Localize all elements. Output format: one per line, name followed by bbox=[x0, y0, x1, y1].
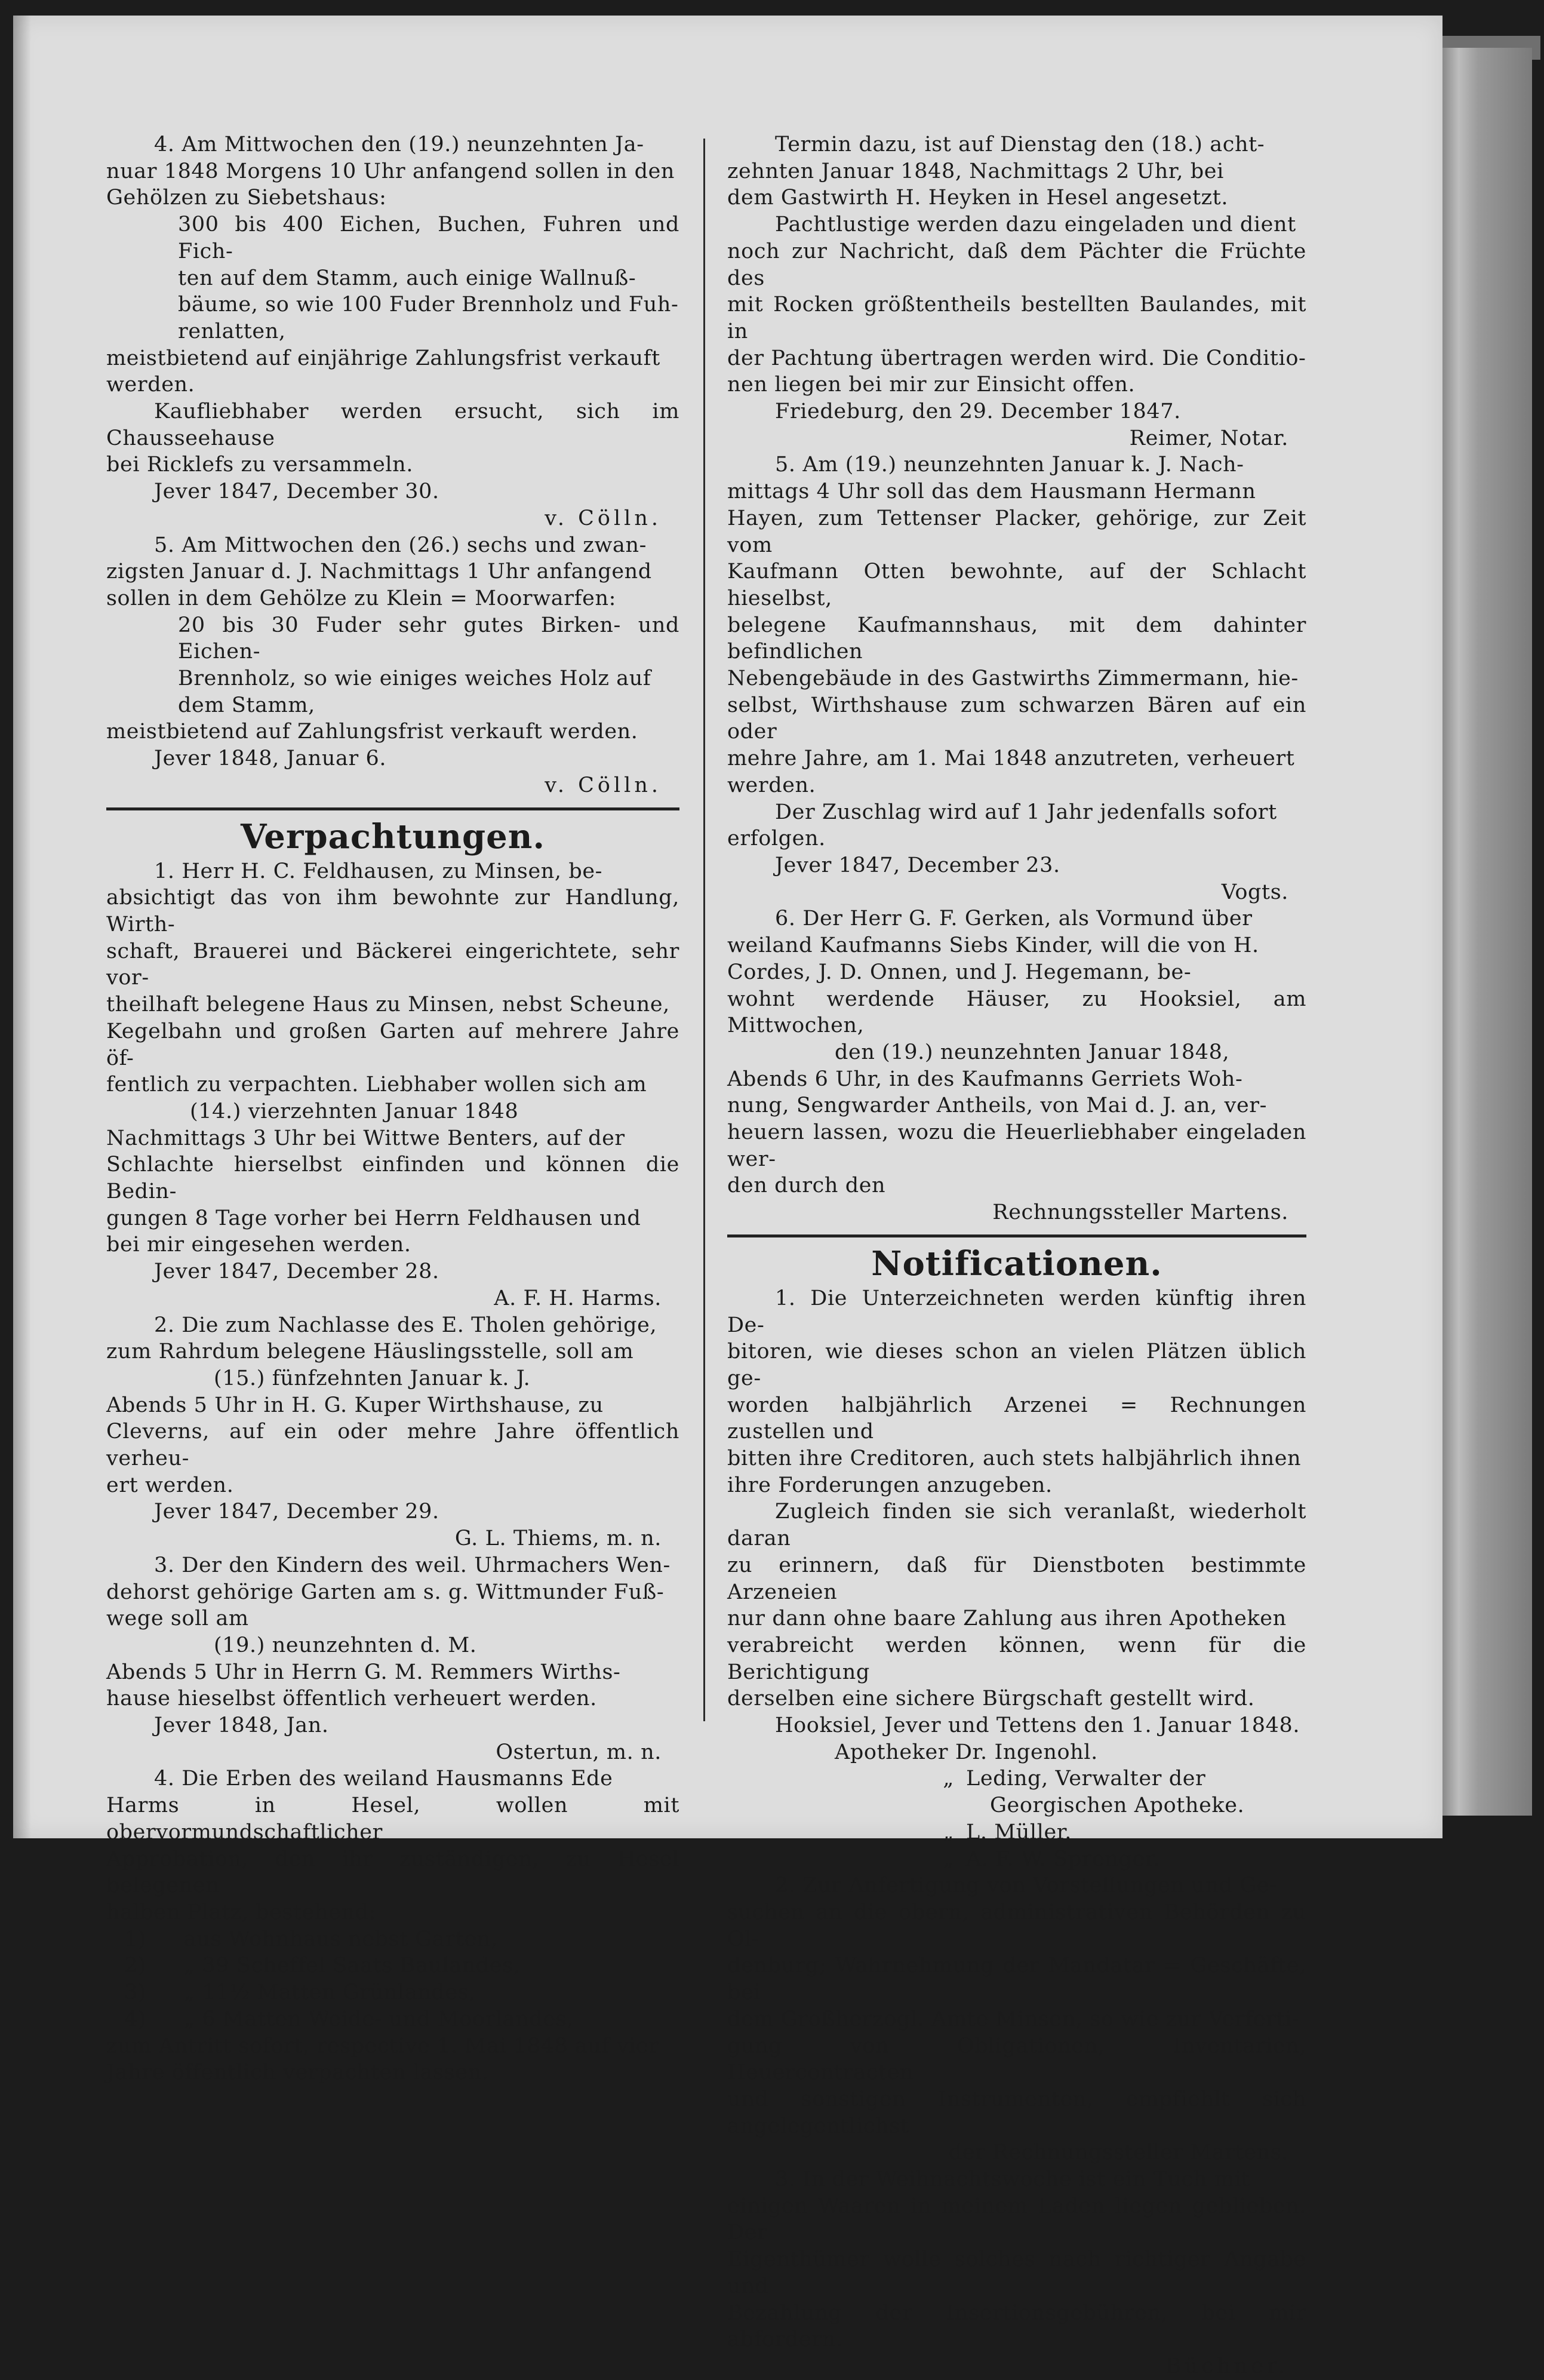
left-column bbox=[106, 131, 679, 2086]
text-line: Harms in Hesel, wollen mit obervormundschaftlicher bbox=[106, 1794, 679, 1844]
text-line: werden. bbox=[727, 773, 816, 797]
text-line: Cordes, J. D. Onnen, und J. Hegemann, be- bbox=[727, 960, 1192, 984]
section-rule bbox=[106, 807, 679, 810]
text-line: bei mir eingesehen werden. bbox=[106, 1233, 411, 1257]
date-line: den (19.) neunzehnten Januar 1848, bbox=[835, 1040, 1230, 1064]
auction-5 bbox=[106, 532, 679, 799]
signature-row bbox=[727, 1819, 1306, 1846]
signature: Reimer, Notar. bbox=[1129, 426, 1288, 450]
text-line: meistbietend auf einjährige Zahlungsfrist verkauft bbox=[106, 346, 660, 370]
text-line: Kegelbahn und großen Garten auf mehrere Jahre öf- bbox=[106, 1019, 679, 1070]
ditto-mark: „ bbox=[943, 1820, 954, 1844]
text-line: Friedeburg, den 29. December 1847. bbox=[775, 400, 1181, 424]
text-line: bitoren, wie dieses schon an vielen Plätzen üblich ge- bbox=[727, 1340, 1306, 1390]
text-line: derselben eine sichere Bürgschaft gestellt wird. bbox=[727, 1687, 1255, 1711]
text-line: theilhaft belegene Haus zu Minsen, nebst Scheune, bbox=[106, 993, 670, 1017]
text-line: verabreicht werden können, wenn für die Berichtigung bbox=[727, 1633, 1306, 1684]
text-line: Brennholz, so wie einiges weiches Holz auf bbox=[178, 667, 651, 691]
text-line: sollen in dem Gehölze zu Klein = Moorwarfen: bbox=[106, 586, 616, 610]
text-line: hause hieselbst öffentlich verheuert werden. bbox=[106, 1687, 597, 1711]
date-line: (15.) fünfzehnten Januar k. J. bbox=[214, 1366, 531, 1390]
text-line: Cleverns, auf ein oder mehre Jahre öffentlich verheu- bbox=[106, 1420, 679, 1471]
signature-row bbox=[727, 1792, 1306, 1819]
text-line: 3. Der den Kindern des weil. Uhrmachers Wen- bbox=[154, 1553, 670, 1577]
text-line: selbst, Wirthshause zum schwarzen Bären auf ein oder bbox=[727, 693, 1306, 744]
text-line: nur dann ohne baare Zahlung aus ihren Apotheken bbox=[727, 1607, 1287, 1631]
list-number: 1) bbox=[124, 1927, 147, 1951]
list-text: „ 11½ Matten Grünlandes, bbox=[184, 1980, 476, 2005]
text-line: ihre Forderungen anzugeben. bbox=[727, 1473, 1053, 1497]
text-line: Schlachte hierselbst einfinden und können die Bedin- bbox=[106, 1153, 679, 1204]
section-rule bbox=[727, 1234, 1306, 1237]
text-line: Bezahlung der Insertionsgebühren, bei mir abfordern. bbox=[727, 2301, 1306, 2352]
text-line: Jever 1847, December 28. bbox=[154, 1260, 439, 1284]
ditto-mark: „ bbox=[943, 1847, 954, 1871]
text-line: einigen Waaren in meinem Laden liegen geblieben. Der bbox=[727, 2194, 1306, 2245]
text-line: 6. Der Herr G. F. Gerken, als Vormund über bbox=[775, 907, 1253, 931]
signature: A. F. H. Harms. bbox=[494, 1286, 662, 1310]
list-text: „ 6 Matten Weide- und Moorlandes, bbox=[184, 2007, 574, 2031]
section-heading: Verpachtungen. bbox=[241, 816, 545, 856]
text-line: Jever 1847, December 29. bbox=[154, 1500, 439, 1524]
signature: Leding, Verwalter der bbox=[966, 1767, 1206, 1791]
list-number: 3) bbox=[124, 1980, 147, 2005]
text-line: noch zur Nachricht, daß dem Pächter die Früchte des bbox=[727, 239, 1306, 290]
text-line: belegene Kaufmannshaus, mit dem dahinter befindlichen bbox=[727, 613, 1306, 664]
text-line: 2. Die zum Nachlasse des E. Tholen gehörige, bbox=[154, 1313, 657, 1337]
signature: v. Cölln. bbox=[545, 773, 662, 797]
text-line: mit Rocken größtentheils bestellten Baulandes, mit in bbox=[727, 293, 1306, 343]
text-line: absichtigt das von ihm bewohnte zur Handlung, Wirth- bbox=[106, 886, 679, 936]
text-line: renlatten, bbox=[178, 319, 286, 343]
page-gutter-shadow bbox=[13, 16, 31, 1838]
list-item bbox=[106, 1926, 679, 1953]
signature: G. L. Thiems, m. n. bbox=[454, 1527, 662, 1551]
text-line: werden. bbox=[106, 373, 195, 397]
text-line: der Pachtung übertragen werden wird. Die Conditio- bbox=[727, 346, 1306, 370]
text-line: bäume, so wie 100 Fuder Brennholz und Fuh- bbox=[178, 293, 679, 317]
text-line: 5. Am (19.) neunzehnten Januar k. J. Nach- bbox=[775, 453, 1244, 477]
text-line: gungen 8 Tage vorher bei Herrn Feldhausen und bbox=[106, 1206, 641, 1230]
right-column bbox=[727, 131, 1306, 2380]
text-line: Approbation, den ihr zuständigen, zu Hesel belegenen bbox=[106, 1847, 679, 1898]
text-line: den durch den bbox=[727, 1174, 886, 1198]
text-line: Termin dazu, ist auf Dienstag den (18.) acht- bbox=[775, 133, 1265, 156]
text-line: Nachmittags 3 Uhr bei Wittwe Benters, auf der bbox=[106, 1126, 625, 1150]
list-number: 4) bbox=[124, 2007, 147, 2031]
text-line: dem Gastwirth H. Heyken in Hesel angesetzt. bbox=[727, 186, 1229, 210]
auction-4 bbox=[106, 131, 679, 532]
text-line: Jever 1847, December 30. bbox=[154, 480, 439, 504]
signature: Rechnungssteller Martens. bbox=[992, 1200, 1288, 1225]
text-line: denburg; Wahrnehmung der Mandatar = Geschäfte, bei bbox=[727, 1954, 1306, 2005]
text-line: zigsten Januar d. J. Nachmittags 1 Uhr anfangend bbox=[106, 560, 652, 584]
text-line: mittags 4 Uhr soll das dem Hausmann Hermann bbox=[727, 480, 1256, 504]
text-line: Hayen, zum Tettenser Placker, gehörige, zur Zeit vom bbox=[727, 506, 1306, 557]
text-line: zu erinnern, daß für Dienstboten bestimmte Arzeneien bbox=[727, 1553, 1306, 1604]
text-line: ert werden. bbox=[106, 1473, 234, 1497]
signature: A. F. W. Sprenger. bbox=[966, 1847, 1161, 1871]
notice-3 bbox=[727, 2166, 1306, 2380]
signature: Vogts. bbox=[1221, 880, 1288, 904]
list-number: 2) bbox=[124, 1954, 147, 1978]
text-line: gung von Obligationen, Inventarien, Heuercontracten bbox=[727, 2034, 1306, 2085]
date-line: (19.) neunzehnten d. M. bbox=[214, 1633, 477, 1657]
signature: der Rechnungssteller Martens. bbox=[948, 2141, 1288, 2165]
text-line: 1. Die Unterzeichneten werden künftig ihren De- bbox=[727, 1286, 1306, 1337]
signature-row bbox=[727, 1846, 1306, 1873]
text-line: meistbietend auf Zahlungsfrist verkauft werden. bbox=[106, 720, 638, 744]
text-line: halben Platz, bestehend: bbox=[106, 1900, 377, 1924]
text-line: zum Rahrdum belegene Häuslingsstelle, soll am bbox=[106, 1340, 634, 1364]
text-line: nung, Sengwarder Antheils, von Mai d. J. an, ver- bbox=[727, 1094, 1268, 1118]
text-line: Abends 6 Uhr, in des Kaufmanns Gerriets Woh- bbox=[727, 1067, 1243, 1091]
text-line: Abends 5 Uhr in H. G. Kuper Wirthshause, zu bbox=[106, 1393, 604, 1417]
notice-1 bbox=[727, 1285, 1306, 1872]
text-line: weiland Kaufmanns Siebs Kinder, will die von H. bbox=[727, 933, 1259, 958]
lease-1 bbox=[106, 858, 679, 1312]
signature: Apotheker Dr. Ingenohl. bbox=[835, 1740, 1098, 1764]
lease-3 bbox=[106, 1552, 679, 1766]
text-line: Zugleich finden sie sich veranlaßt, wiederholt daran bbox=[727, 1500, 1306, 1551]
section-heading: Notificationen. bbox=[871, 1243, 1162, 1283]
text-line: Kaufmann Otten bewohnte, auf der Schlacht hieselbst, bbox=[727, 560, 1306, 610]
text-line: Jever 1848, Januar 6. bbox=[154, 747, 387, 771]
text-line: mehre Jahre, am 1. Mai 1848 anzutreten, verheuert bbox=[727, 747, 1295, 771]
list-text: aus Wohnhaus nebst Garten, bbox=[184, 1927, 498, 1951]
text-line: 2. Zur Anfertigung von Vorstellungen und Ge- bbox=[775, 1874, 1277, 1898]
lease-5 bbox=[727, 452, 1306, 905]
book-edge bbox=[1442, 48, 1532, 1816]
lease-4-continued bbox=[727, 131, 1306, 452]
text-line: 1. Herr H. C. Feldhausen, zu Minsen, be- bbox=[154, 859, 603, 883]
text-line: und sonstigen Instrumenten, empfiehlt sich angelegentlichst bbox=[727, 2087, 1306, 2138]
ditto-mark: „ bbox=[943, 1767, 954, 1791]
text-line: dem Stamm, bbox=[178, 693, 315, 717]
lease-6 bbox=[727, 905, 1306, 1226]
text-line: zum Antritt sofort, respective 1. Mai 1848 auf vier bbox=[106, 2034, 659, 2058]
text-line: 4. Die Erben des weiland Hausmanns Ede bbox=[154, 1767, 613, 1791]
column-divider bbox=[703, 139, 705, 1721]
list-item bbox=[106, 2006, 679, 2033]
signature: v. Cölln. bbox=[545, 506, 662, 530]
text-line: suchen an die obern, administrativen Behörden zu Ol- bbox=[727, 1900, 1306, 1951]
text-line: schaft, Brauerei und Bäckerei eingerichtete, sehr vor- bbox=[106, 939, 679, 990]
text-line: worden halbjährlich Arzenei = Rechnungen zustellen und bbox=[727, 1393, 1306, 1444]
text-line: 5. Am Mittwochen den (26.) sechs und zwan- bbox=[154, 533, 647, 557]
text-line: Nebengebäude in des Gastwirths Zimmermann, hie- bbox=[727, 667, 1299, 691]
text-line: nuar 1848 Morgens 10 Uhr anfangend sollen in den bbox=[106, 159, 675, 183]
text-line: Jever 1848, Jan. bbox=[154, 1713, 329, 1738]
text-line: 3. In der Weihnachtswoche ist ein Tuch mit bbox=[775, 2167, 1250, 2192]
text-line: Gehölzen zu Siebetshaus: bbox=[106, 186, 387, 210]
date-line: (14.) vierzehnten Januar 1848 bbox=[190, 1099, 519, 1123]
text-line: Pachtlustige werden dazu eingeladen und dient bbox=[775, 213, 1296, 237]
text-line: Jever 1847, December 23. bbox=[775, 853, 1060, 877]
text-line: wege soll am bbox=[106, 1607, 249, 1631]
signature: Büchner. bbox=[1165, 2354, 1288, 2378]
text-line: Eigenthümer wolle solches nach richtiger Angabe und bbox=[727, 2247, 1306, 2298]
text-line: fentlich zu verpachten. Liebhaber wollen sich am bbox=[106, 1073, 647, 1097]
text-line: dehorst gehörige Garten am s. g. Wittmunder Fuß- bbox=[106, 1580, 665, 1604]
text-line: Hooksiel, Jever und Tettens den 1. Januar 1848. bbox=[775, 1713, 1300, 1738]
text-line: ten auf dem Stamm, auch einige Wallnuß- bbox=[178, 266, 636, 290]
notice-2 bbox=[727, 1872, 1306, 2166]
text-line: 20 bis 30 Fuder sehr gutes Birken- und Eichen- bbox=[178, 613, 679, 664]
list-item bbox=[106, 1979, 679, 2006]
text-line: Abends 5 Uhr in Herrn G. M. Remmers Wirths- bbox=[106, 1660, 621, 1684]
signature: Georgischen Apotheke. bbox=[990, 1794, 1245, 1818]
signature: Ostertun, m. n. bbox=[496, 1740, 662, 1764]
list-text: „ 39 Scheffel Saats Baulandes, bbox=[184, 1954, 521, 1978]
text-line: bei Ricklefs zu versammeln. bbox=[106, 453, 414, 477]
lease-4 bbox=[106, 1765, 679, 2086]
text-line: heuern lassen, wozu die Heuerliebhaber eingeladen wer- bbox=[727, 1120, 1306, 1171]
text-line: 4. Am Mittwochen den (19.) neunzehnten Ja- bbox=[154, 133, 644, 156]
text-line: 300 bis 400 Eichen, Buchen, Fuhren und Fich- bbox=[178, 213, 679, 263]
text-line: erfolgen. bbox=[727, 827, 826, 851]
text-line: bitten ihre Creditoren, auch stets halbjährlich ihnen bbox=[727, 1447, 1302, 1471]
text-line: zehnten Januar 1848, Nachmittags 2 Uhr, bei bbox=[727, 159, 1224, 183]
text-line: dem Großherzogl. Amte Minsen, so wie zur Verferti- bbox=[727, 2007, 1300, 2031]
text-line: Jahre öffentlich verpachten lassen. bbox=[106, 2060, 489, 2085]
lease-2 bbox=[106, 1312, 679, 1552]
text-line: nen liegen bei mir zur Einsicht offen. bbox=[727, 373, 1136, 397]
signature: L. Müller. bbox=[966, 1820, 1072, 1844]
text-line: Kaufliebhaber werden ersucht, sich im Chausseehause bbox=[106, 400, 679, 450]
list-item bbox=[106, 1952, 679, 1979]
text-line: Der Zuschlag wird auf 1 Jahr jedenfalls sofort bbox=[775, 800, 1277, 824]
text-line: wohnt werdende Häuser, zu Hooksiel, am Mittwochen, bbox=[727, 987, 1306, 1038]
signature-row bbox=[727, 1765, 1306, 1792]
